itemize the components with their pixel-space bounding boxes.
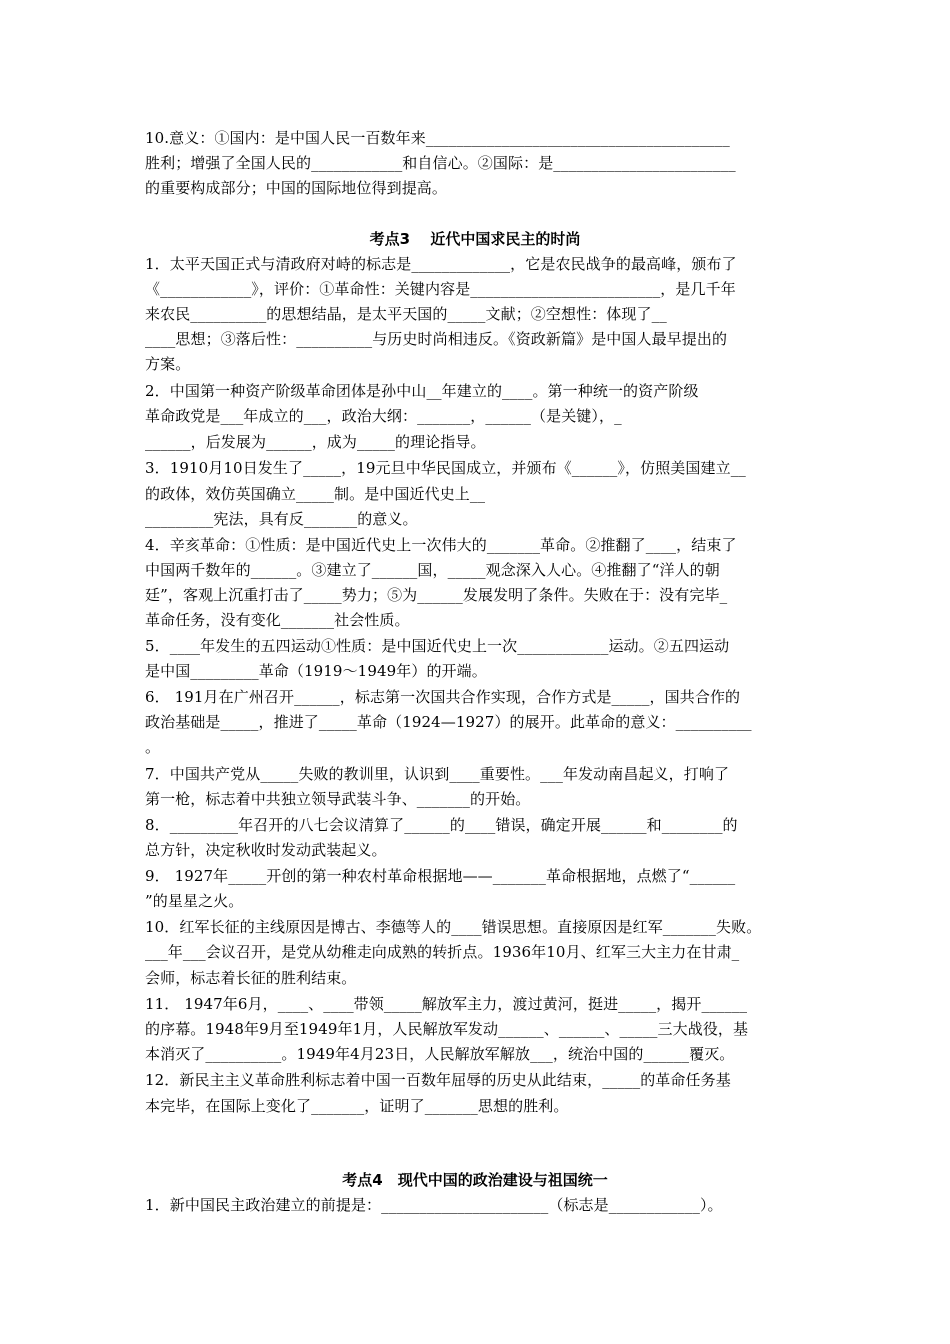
text-line: 7．中国共产党从_____失败的教训里，认识到____重要性。___年发动南昌起义，打响了	[145, 765, 730, 783]
text-line: 来农民__________的思想结晶，是太平天国的_____文献；②空想性：体现了__	[145, 305, 667, 323]
text-line: 1．太平天国正式与清政府对峙的标志是_____________，它是农民战争的最高峰，颁布了	[145, 255, 737, 273]
section-heading: 考点3 近代中国求民主的时尚	[369, 230, 581, 248]
text-line: 方案。	[145, 355, 191, 373]
text-line: 6． 191月在广州召开______，标志第一次国共合作实现，合作方式是_____，国共合作的	[145, 688, 741, 706]
text-line: 12．新民主主义革命胜利标志着中国一百数年屈辱的历史从此结束，_____的革命任务基	[145, 1071, 731, 1089]
text-line: ______，后发展为______，成为_____的理论指导。	[145, 433, 486, 451]
text-line: 9． 1927年_____开创的第一种农村革命根据地——_______革命根据地，点燃了“______	[145, 867, 736, 885]
text-line: 的序幕。1948年9月至1949年1月，人民解放军发动______、______、_____三大战役，基	[145, 1020, 749, 1038]
text-line: 的重要构成部分；中国的国际地位得到提高。	[145, 179, 448, 197]
text-line: 第一枪，标志着中共独立领导武装斗争、_______的开始。	[145, 790, 531, 808]
text-line: _________宪法，具有反_______的意义。	[145, 510, 418, 528]
text-line: 本完毕，在国际上变化了_______，证明了_______思想的胜利。	[145, 1097, 569, 1115]
text-line: 革命任务，没有变化_______社会性质。	[145, 611, 410, 629]
text-line: 廷”，客观上沉重打击了_____势力；⑤为______发展发明了条件。失败在于：没有完毕_	[145, 586, 728, 604]
text-line: 11． 1947年6月，____、____带领_____解放军主力，渡过黄河，挺进_____，揭开______	[145, 995, 748, 1013]
text-line: 10．红军长征的主线原因是博古、李德等人的____错误思想。直接原因是红军_______失败。	[145, 918, 762, 936]
text-line: 1．新中国民主政治建立的前提是：______________________（标志是____________）。	[145, 1196, 723, 1214]
text-line: 政治基础是_____，推进了_____革命（1924—1927）的展开。此革命的意义：__________	[145, 713, 752, 731]
text-line: 本消灭了__________。1949年4月23日，人民解放军解放___，统治中国的______覆灭。	[145, 1045, 735, 1063]
text-line: ___年___会议召开，是党从幼稚走向成熟的转折点。1936年10月、红军三大主力在甘肃_	[145, 943, 740, 961]
text-line: 《____________》，评价：①革命性：关键内容是_________________________，是几千年	[145, 280, 736, 298]
section-heading: 考点4 现代中国的政治建设与祖国统一	[342, 1171, 608, 1189]
text-line: 胜利；增强了全国人民的____________和自信心。②国际：是________________________	[145, 154, 736, 172]
text-line: 革命政党是___年成立的___，政治大纲：_______，______（是关键），_	[145, 407, 622, 425]
text-line: 2．中国第一种资产阶级革命团体是孙中山__年建立的____。第一种统一的资产阶级	[145, 382, 699, 400]
text-line: 中国两千数年的______。③建立了______国，_____观念深入人心。④推翻了“洋人的朝	[145, 561, 720, 579]
text-line: ”的星星之火。	[145, 892, 244, 910]
text-line: 5．____年发生的五四运动①性质：是中国近代史上一次____________运动。②五四运动	[145, 637, 730, 655]
text-line: 4．辛亥革命：①性质：是中国近代史上一次伟大的_______革命。②推翻了____，结束了	[145, 536, 737, 554]
text-line: 会师，标志着长征的胜利结束。	[145, 969, 357, 987]
text-line: 3．1910月10日发生了_____，19元旦中华民国成立，并颁布《______》，仿照美国建立__	[145, 459, 746, 477]
text-line: 总方针，决定秋收时发动武装起义。	[145, 841, 387, 859]
text-line: 。	[145, 738, 161, 756]
text-line: 是中国_________革命（1919～1949年）的开端。	[145, 662, 487, 680]
text-line: 10.意义：①国内：是中国人民一百数年来________________________________________	[145, 129, 730, 147]
text-line: 的政体，效仿英国确立_____制。是中国近代史上__	[145, 485, 486, 503]
text-line: 8．_________年召开的八七会议清算了______的____错误，确定开展______和________的	[145, 816, 738, 834]
text-line: ____思想；③落后性：__________与历史时尚相违反。《资政新篇》是中国人最早提出的	[145, 330, 728, 348]
